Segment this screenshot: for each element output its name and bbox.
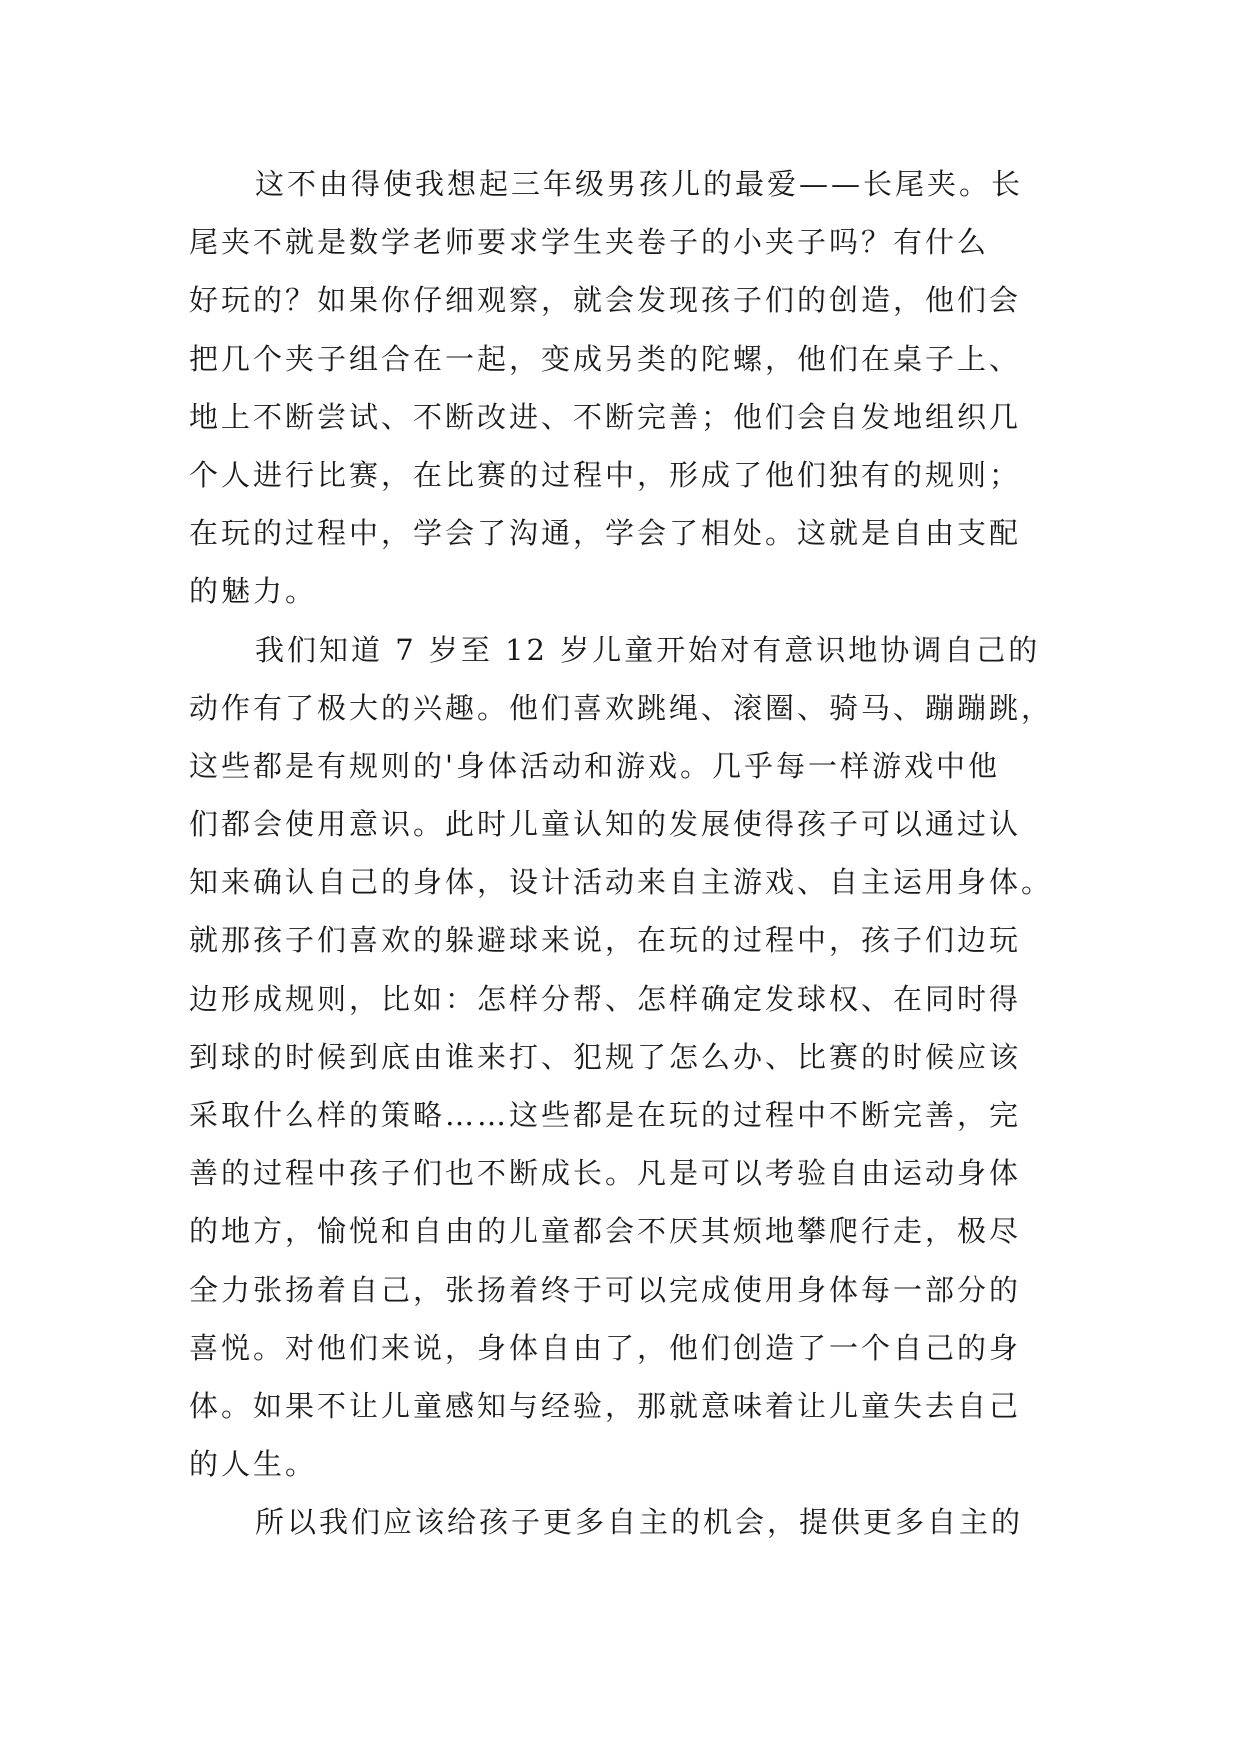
text-line: 善的过程中孩子们也不断成长。凡是可以考验自由运动身体: [189, 1156, 1022, 1191]
text-line: 的人生。: [189, 1447, 318, 1482]
text-line: 我们知道 7 岁至 12 岁儿童开始对有意识地协调自己的: [255, 632, 1041, 667]
text-line: 就那孩子们喜欢的躲避球来说，在玩的过程中，孩子们边玩: [189, 923, 1022, 958]
text-line: 到球的时候到底由谁来打、犯规了怎么办、比赛的时候应该: [189, 1039, 1022, 1074]
text-line: 动作有了极大的兴趣。他们喜欢跳绳、滚圈、骑马、蹦蹦跳，: [189, 690, 1054, 725]
text-line: 在玩的过程中，学会了沟通，学会了相处。这就是自由支配: [189, 516, 1022, 551]
text-line: 这些都是有规则的'身体活动和游戏。几乎每一样游戏中他: [189, 748, 1000, 783]
text-line: 边形成规则，比如：怎样分帮、怎样确定发球权、在同时得: [189, 981, 1022, 1016]
text-line: 喜悦。对他们来说，身体自由了，他们创造了一个自己的身: [189, 1330, 1022, 1365]
text-line: 的地方，愉悦和自由的儿童都会不厌其烦地攀爬行走，极尽: [189, 1214, 1022, 1249]
text-line: 体。如果不让儿童感知与经验，那就意味着让儿童失去自己: [189, 1388, 1022, 1423]
text-line: 好玩的？如果你仔细观察，就会发现孩子们的创造，他们会: [189, 283, 1022, 318]
document-body: [189, 155, 1059, 1552]
text-line: 们都会使用意识。此时儿童认知的发展使得孩子可以通过认: [189, 807, 1022, 842]
text-line: 地上不断尝试、不断改进、不断完善；他们会自发地组织几: [189, 399, 1022, 434]
text-line: 尾夹不就是数学老师要求学生夹卷子的小夹子吗？有什么: [189, 225, 990, 260]
text-line: 这不由得使我想起三年级男孩儿的最爱——长尾夹。长: [255, 167, 1024, 201]
text-line: 个人进行比赛，在比赛的过程中，形成了他们独有的规则；: [189, 457, 1022, 492]
text-line: 采取什么样的策略……这些都是在玩的过程中不断完善，完: [189, 1098, 1022, 1132]
text-line: 所以我们应该给孩子更多自主的机会，提供更多自主的: [255, 1505, 1024, 1540]
text-line: 知来确认自己的身体，设计活动来自主游戏、自主运用身体。: [189, 865, 1054, 900]
text-line: 全力张扬着自己，张扬着终于可以完成使用身体每一部分的: [189, 1272, 1022, 1307]
text-line: 的魅力。: [189, 574, 318, 609]
text-line: 把几个夹子组合在一起，变成另类的陀螺，他们在桌子上、: [189, 341, 1022, 376]
